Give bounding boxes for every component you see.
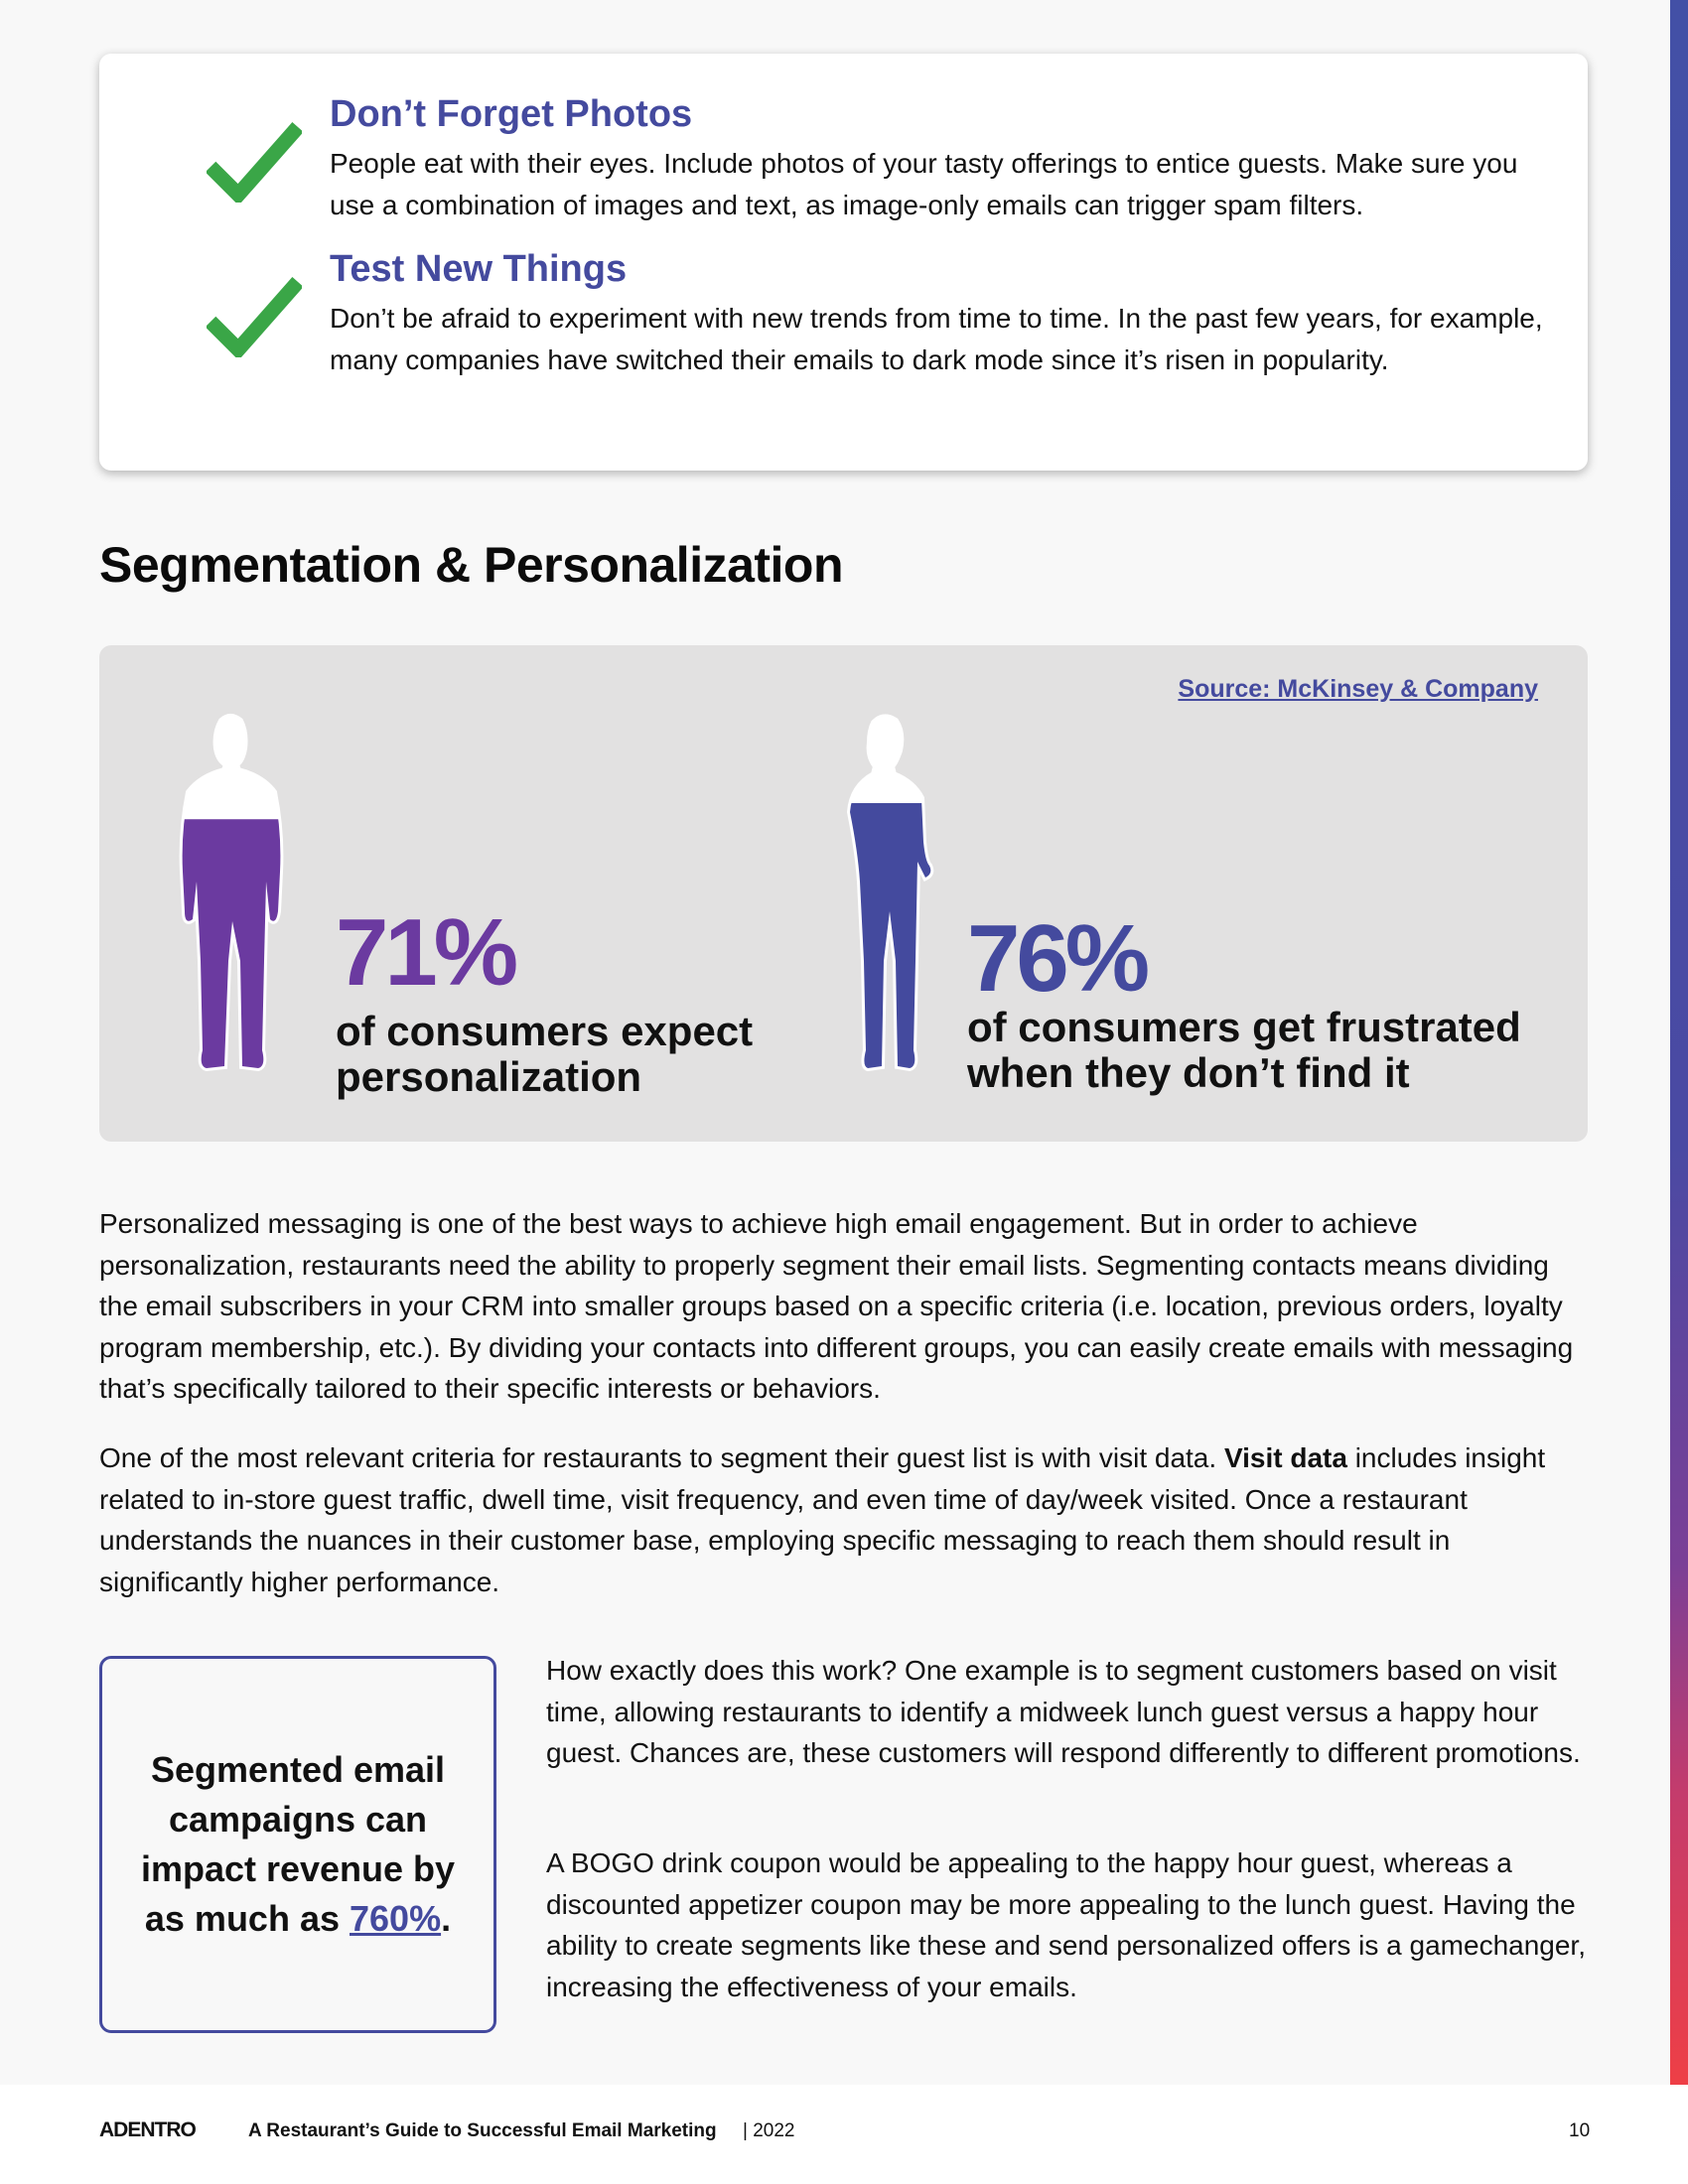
body-paragraph-2	[99, 1437, 1589, 1602]
tip-body: Don’t be afraid to experiment with new trends from time to time. In the past few years, for example, many companies have switched their emails to dark mode since it’s risen in popularity.	[330, 303, 1543, 375]
male-figure-icon	[167, 713, 296, 1090]
stat-percent-71: 71%	[336, 899, 515, 1006]
body-text: One of the most relevant criteria for restaurants to segment their guest list is with visit data.	[99, 1442, 1224, 1473]
footer-year: | 2022	[743, 2120, 795, 2141]
stat-percent-76: 76%	[967, 905, 1147, 1012]
tip-title: Don’t Forget Photos	[330, 93, 693, 135]
body-paragraph-1: Personalized messaging is one of the best ways to achieve high email engagement. But in order to achieve personalization, restaurants need the ability to properly segment their email lists. Segmenting contacts means dividing the email subscribers in your CRM into smaller groups based on a specific criteria (i.e. location, previous orders, loyalty program membership, etc.). By dividing your contacts into different groups, you can easily create emails with messaging that’s specifically tailored to their specific interests or behaviors.	[99, 1208, 1574, 1404]
callout-text	[119, 1745, 477, 1944]
footer-logo: ADENTRO	[99, 2118, 196, 2141]
stat-desc-line: of consumers get frustrated	[967, 1004, 1521, 1050]
body-text: includes insight related to in-store guest traffic, dwell time, visit frequency, and even time of day/week visited. Once a restaurant understands the nuances in their customer base, employing specific messaging to reach them should result in significantly higher performance.	[99, 1442, 1546, 1597]
check-icon	[207, 121, 302, 203]
bold-term: Visit data	[1223, 1442, 1347, 1473]
stats-panel	[99, 645, 1588, 1142]
stat-desc-line: of consumers expect	[336, 1008, 754, 1054]
page-number: 10	[1569, 2120, 1591, 2141]
page-footer	[0, 2085, 1688, 2184]
body-paragraph-4: A BOGO drink coupon would be appealing to the happy hour guest, whereas a discounted appetizer coupon may be more appealing to the lunch guest. Having the ability to create segments like these and send personalized offers is a gamechanger, increasing the effectiveness of your emails.	[546, 1847, 1586, 2002]
stat-desc-76	[967, 1005, 1521, 1096]
callout-period: .	[441, 1898, 452, 1939]
footer-doc-title: A Restaurant’s Guide to Successful Email Marketing	[248, 2120, 717, 2141]
body-paragraph-3: How exactly does this work? One example is to segment customers based on visit time, allowing restaurants to identify a midweek lunch guest versus a happy hour guest. Chances are, these customers will respond differently to different promotions.	[546, 1655, 1581, 1768]
source-link[interactable]: Source: McKinsey & Company	[1178, 675, 1538, 703]
tip-title: Test New Things	[330, 248, 628, 290]
callout-box	[99, 1656, 496, 2033]
callout-statement: Segmented email campaigns can impact revenue by as much as	[140, 1749, 456, 1939]
section-title: Segmentation & Personalization	[99, 537, 844, 593]
side-accent-stripe	[1670, 0, 1688, 2085]
stat-desc-line: personalization	[336, 1053, 642, 1100]
tip-body: People eat with their eyes. Include photos of your tasty offerings to entice guests. Make sure you use a combination of images and text, as image-only emails can trigger spam filters.	[330, 148, 1518, 220]
stat-desc-71	[336, 1009, 753, 1100]
check-icon	[207, 276, 302, 357]
callout-link[interactable]: 760%	[350, 1898, 442, 1939]
tips-card	[99, 54, 1588, 471]
female-figure-icon	[834, 713, 943, 1090]
stat-desc-line: when they don’t find it	[967, 1049, 1410, 1096]
